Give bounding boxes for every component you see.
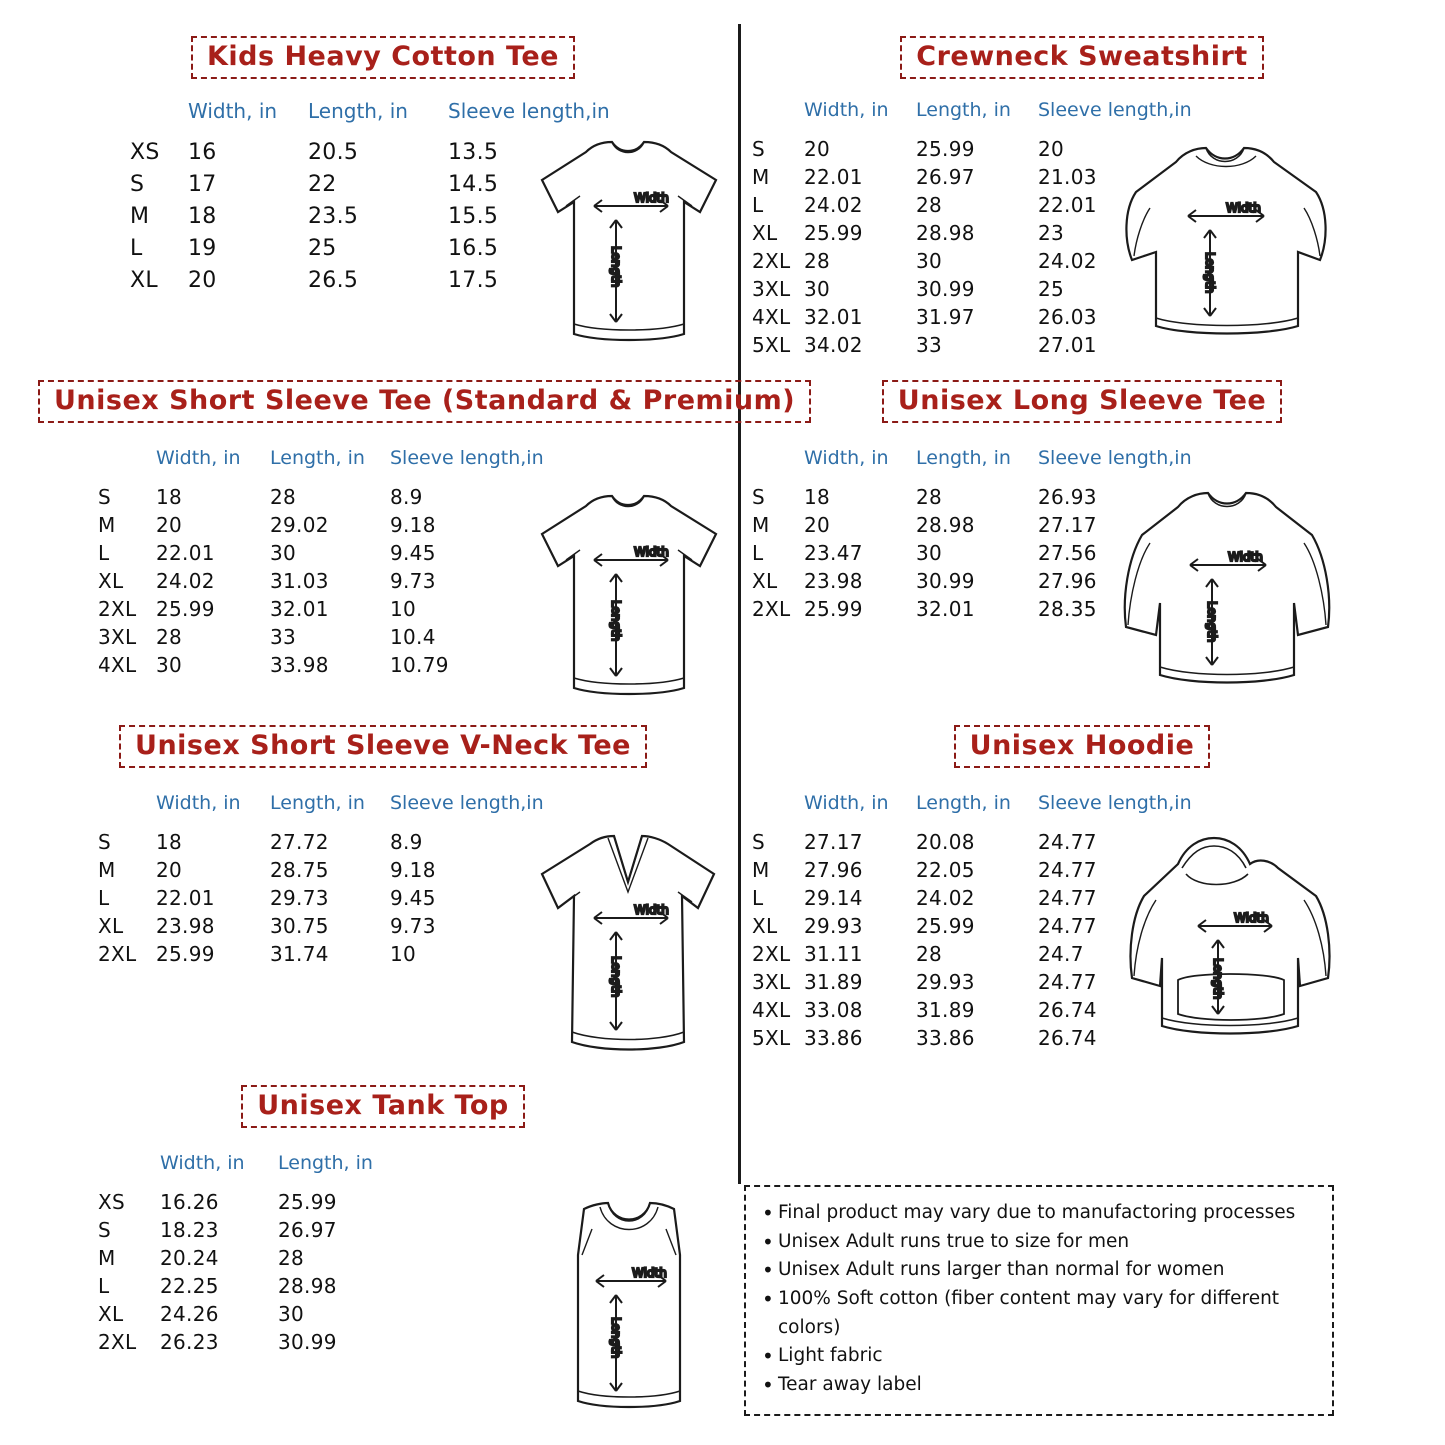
table-row [98,567,544,595]
cell-size: M [98,857,116,882]
cell-width: 33.08 [804,997,863,1022]
col-sleeve: Sleeve length,in [390,792,544,814]
col-sleeve: Sleeve length,in [1038,99,1192,121]
cell-width: 30 [804,276,831,301]
col-size [752,794,804,828]
cell-width: 18 [156,829,183,854]
cell-sleeve: 24.02 [1038,248,1097,273]
cell-length: 30.99 [916,276,975,301]
col-size [130,101,188,136]
cell-length: 31.97 [916,304,975,329]
cell-sleeve: 14.5 [448,171,499,197]
col-length: Length, in [270,447,365,469]
cell-sleeve: 20 [1038,136,1065,161]
label-width: Width [1226,201,1261,215]
cell-sleeve: 9.73 [390,568,436,593]
col-size [98,794,156,828]
col-width: Width, in [156,447,241,469]
cell-length: 32.01 [916,596,975,621]
section-kids-heavy-cotton-tee [38,36,728,296]
col-width: Width, in [156,792,241,814]
col-sleeve: Sleeve length,in [1038,447,1192,469]
cell-width: 23.98 [156,913,215,938]
cell-sleeve: 26.74 [1038,997,1097,1022]
cell-width: 22.01 [804,164,863,189]
cell-size: M [752,857,770,882]
col-length: Length, in [916,447,1011,469]
cell-sleeve: 28.35 [1038,596,1097,621]
cell-width: 19 [188,235,217,261]
cell-sleeve: 10 [390,941,417,966]
col-size [98,449,156,483]
section-title: Unisex Long Sleeve Tee [882,380,1282,423]
cell-sleeve: 9.18 [390,857,436,882]
cell-width: 24.02 [804,192,863,217]
cell-size: L [130,235,143,261]
table-row [98,511,544,539]
cell-sleeve: 10.79 [390,652,449,677]
label-length: Length [1205,601,1219,643]
cell-size: 4XL [752,997,791,1022]
size-table-unisex-short-sleeve-tee [98,449,544,679]
cell-length: 26.5 [308,267,359,293]
cell-width: 25.99 [156,596,215,621]
table-row [98,1328,373,1356]
section-title: Unisex Tank Top [241,1085,525,1128]
col-width: Width, in [804,99,889,121]
cell-length: 28.98 [916,512,975,537]
illustration-short-sleeve-tee [508,490,738,705]
cell-length: 33.86 [916,1025,975,1050]
cell-length: 25.99 [916,136,975,161]
cell-length: 33 [916,332,943,357]
cell-width: 27.17 [804,829,863,854]
cell-width: 18 [804,484,831,509]
section-title: Crewneck Sweatshirt [900,36,1263,79]
illustration-short-sleeve-tee [508,136,738,351]
cell-width: 27.96 [804,857,863,882]
cell-length: 28 [916,484,943,509]
cell-length: 30 [278,1301,305,1326]
cell-width: 33.86 [804,1025,863,1050]
cell-size: S [98,1217,111,1242]
section-crewneck-sweatshirt [752,36,1412,359]
cell-width: 23.98 [804,568,863,593]
size-table-unisex-v-neck-tee [98,794,544,968]
cell-sleeve: 26.03 [1038,304,1097,329]
section-title: Kids Heavy Cotton Tee [191,36,575,79]
cell-sleeve: 8.9 [390,484,423,509]
cell-length: 23.5 [308,203,359,229]
cell-width: 20 [804,512,831,537]
cell-width: 24.02 [156,568,215,593]
cell-width: 30 [156,652,183,677]
cell-length: 33 [270,624,297,649]
table-header-row [752,449,1192,483]
table-row [98,1216,373,1244]
cell-size: M [98,512,116,537]
section-unisex-short-sleeve-tee [38,380,796,679]
cell-sleeve: 10 [390,596,417,621]
table-row [98,1272,373,1300]
notes-box [744,1185,1334,1416]
section-unisex-hoodie [752,725,1412,1052]
table-row [98,539,544,567]
illustration-sweatshirt [1084,136,1339,351]
col-length: Length, in [308,99,408,123]
table-row [98,1300,373,1328]
section-unisex-long-sleeve-tee [752,380,1412,643]
cell-sleeve: 24.77 [1038,857,1097,882]
cell-size: M [130,203,150,229]
cell-length: 20.08 [916,829,975,854]
cell-length: 30 [916,540,943,565]
col-sleeve: Sleeve length,in [1038,792,1192,814]
cell-sleeve: 27.96 [1038,568,1097,593]
cell-sleeve: 9.45 [390,540,436,565]
table-row [98,1244,373,1272]
table-row [98,651,544,679]
cell-length: 25.99 [278,1189,337,1214]
section-title: Unisex Hoodie [954,725,1211,768]
cell-size: XS [98,1189,125,1214]
cell-size: S [98,484,111,509]
label-length: Length [609,246,623,288]
cell-width: 25.99 [804,220,863,245]
col-length: Length, in [270,792,365,814]
cell-sleeve: 16.5 [448,235,499,261]
cell-length: 30.99 [278,1329,337,1354]
table-row [98,884,544,912]
note-item: • Unisex Adult runs larger than normal for women [762,1256,1318,1285]
cell-sleeve: 26.74 [1038,1025,1097,1050]
cell-size: 2XL [752,248,791,273]
cell-sleeve: 9.45 [390,885,436,910]
section-title: Unisex Short Sleeve V-Neck Tee [119,725,647,768]
cell-size: M [752,512,770,537]
cell-size: L [752,540,764,565]
cell-width: 34.02 [804,332,863,357]
col-size [752,101,804,135]
col-width: Width, in [804,792,889,814]
note-item: • Unisex Adult runs true to size for men [762,1228,1318,1257]
cell-length: 30 [270,540,297,565]
cell-width: 16 [188,139,217,165]
cell-length: 25.99 [916,913,975,938]
cell-length: 31.03 [270,568,329,593]
cell-length: 30.75 [270,913,329,938]
cell-width: 25.99 [156,941,215,966]
cell-sleeve: 25 [1038,276,1065,301]
label-width: Width [632,1266,667,1280]
notes-list [762,1199,1318,1400]
vertical-divider [738,24,741,1184]
cell-size: L [98,885,110,910]
table-row [98,912,544,940]
cell-length: 22 [308,171,337,197]
cell-length: 28 [278,1245,305,1270]
cell-length: 30.99 [916,568,975,593]
cell-size: XL [98,913,124,938]
cell-width: 17 [188,171,217,197]
cell-width: 29.14 [804,885,863,910]
label-length: Length [609,1317,623,1359]
cell-length: 22.05 [916,857,975,882]
label-width: Width [634,191,669,205]
table-header-row [752,794,1192,828]
cell-size: XL [752,220,778,245]
col-size [752,449,804,483]
cell-sleeve: 9.73 [390,913,436,938]
cell-length: 26.97 [278,1217,337,1242]
label-length: Length [609,600,623,642]
cell-size: S [130,171,145,197]
table-header-row [98,794,544,828]
cell-sleeve: 22.01 [1038,192,1097,217]
cell-sleeve: 8.9 [390,829,423,854]
cell-sleeve: 24.77 [1038,913,1097,938]
table-row [98,856,544,884]
label-length: Length [609,956,623,998]
cell-length: 28.98 [278,1273,337,1298]
cell-sleeve: 27.17 [1038,512,1097,537]
col-length: Length, in [278,1152,373,1174]
cell-sleeve: 23 [1038,220,1065,245]
cell-width: 31.11 [804,941,863,966]
section-unisex-tank-top [38,1085,728,1359]
cell-width: 29.93 [804,913,863,938]
cell-length: 31.89 [916,997,975,1022]
cell-width: 18.23 [160,1217,219,1242]
cell-size: M [98,1245,116,1270]
table-header-row [752,101,1192,135]
col-width: Width, in [804,447,889,469]
col-width: Width, in [160,1152,245,1174]
illustration-v-neck-tee [508,830,738,1065]
illustration-hoodie [1082,830,1344,1055]
cell-size: 4XL [752,304,791,329]
cell-sleeve: 21.03 [1038,164,1097,189]
cell-sleeve: 24.77 [1038,885,1097,910]
cell-size: XL [98,1301,124,1326]
label-length: Length [1211,958,1225,1000]
cell-length: 28.75 [270,857,329,882]
cell-width: 25.99 [804,596,863,621]
cell-size: XL [752,913,778,938]
cell-size: L [98,540,110,565]
cell-sleeve: 27.01 [1038,332,1097,357]
cell-width: 16.26 [160,1189,219,1214]
cell-size: L [752,192,764,217]
cell-size: 4XL [98,652,137,677]
cell-width: 20 [804,136,831,161]
cell-length: 25 [308,235,337,261]
cell-sleeve: 15.5 [448,203,499,229]
cell-width: 22.01 [156,540,215,565]
cell-sleeve: 13.5 [448,139,499,165]
cell-size: XS [130,139,160,165]
cell-sleeve: 9.18 [390,512,436,537]
label-width: Width [634,903,669,917]
cell-length: 28 [916,192,943,217]
cell-size: 2XL [98,941,137,966]
cell-size: S [98,829,111,854]
table-row [98,940,544,968]
note-item: • 100% Soft cotton (fiber content may vary for different colors) [762,1285,1318,1342]
cell-size: 2XL [752,941,791,966]
note-item: • Light fabric [762,1342,1318,1371]
cell-width: 31.89 [804,969,863,994]
cell-width: 20.24 [160,1245,219,1270]
cell-length: 29.93 [916,969,975,994]
cell-width: 24.26 [160,1301,219,1326]
col-sleeve: Sleeve length,in [390,447,544,469]
cell-size: 3XL [752,969,791,994]
illustration-tank-top [508,1195,738,1420]
cell-width: 18 [156,484,183,509]
cell-size: S [752,136,765,161]
cell-size: 2XL [752,596,791,621]
cell-length: 20.5 [308,139,359,165]
col-size [98,1154,160,1188]
col-width: Width, in [188,99,278,123]
cell-length: 28.98 [916,220,975,245]
label-width: Width [634,545,669,559]
cell-size: XL [752,568,778,593]
cell-size: S [752,829,765,854]
note-item: • Tear away label [762,1371,1318,1400]
cell-size: 5XL [752,332,791,357]
table-row [98,623,544,651]
cell-sleeve: 24.7 [1038,941,1084,966]
label-length: Length [1203,252,1217,294]
cell-width: 18 [188,203,217,229]
cell-length: 29.73 [270,885,329,910]
cell-sleeve: 26.93 [1038,484,1097,509]
label-width: Width [1234,911,1269,925]
cell-width: 22.01 [156,885,215,910]
cell-length: 29.02 [270,512,329,537]
col-sleeve: Sleeve length,in [448,99,610,123]
cell-sleeve: 24.77 [1038,969,1097,994]
cell-size: M [752,164,770,189]
cell-sleeve: 27.56 [1038,540,1097,565]
cell-sleeve: 10.4 [390,624,436,649]
cell-size: 2XL [98,596,137,621]
cell-length: 32.01 [270,596,329,621]
table-row [98,595,544,623]
cell-size: XL [130,267,158,293]
cell-length: 28 [270,484,297,509]
cell-length: 26.97 [916,164,975,189]
cell-sleeve: 17.5 [448,267,499,293]
section-unisex-short-sleeve-v-neck-tee [38,725,728,998]
col-length: Length, in [916,792,1011,814]
cell-size: 5XL [752,1025,791,1050]
cell-size: 3XL [98,624,137,649]
table-row [98,828,544,856]
cell-width: 28 [156,624,183,649]
size-table-unisex-tank-top [98,1154,373,1356]
cell-length: 33.98 [270,652,329,677]
table-header-row [98,449,544,483]
section-title: Unisex Short Sleeve Tee (Standard & Premium) [38,380,811,423]
cell-width: 20 [188,267,217,293]
note-item: • Final product may vary due to manufactoring processes [762,1199,1318,1228]
cell-width: 26.23 [160,1329,219,1354]
cell-width: 23.47 [804,540,863,565]
table-row [98,483,544,511]
illustration-long-sleeve-tee [1082,485,1342,700]
cell-sleeve: 24.77 [1038,829,1097,854]
cell-width: 20 [156,512,183,537]
table-row [98,1188,373,1216]
cell-length: 30 [916,248,943,273]
cell-size: XL [98,568,124,593]
cell-size: L [752,885,764,910]
cell-size: L [98,1273,110,1298]
cell-width: 28 [804,248,831,273]
cell-length: 28 [916,941,943,966]
cell-width: 32.01 [804,304,863,329]
cell-size: 2XL [98,1329,137,1354]
cell-length: 27.72 [270,829,329,854]
cell-size: S [752,484,765,509]
cell-length: 24.02 [916,885,975,910]
cell-size: 3XL [752,276,791,301]
cell-width: 20 [156,857,183,882]
label-width: Width [1228,550,1263,564]
table-header-row [130,101,610,136]
cell-length: 31.74 [270,941,329,966]
cell-width: 22.25 [160,1273,219,1298]
col-length: Length, in [916,99,1011,121]
table-header-row [98,1154,373,1188]
